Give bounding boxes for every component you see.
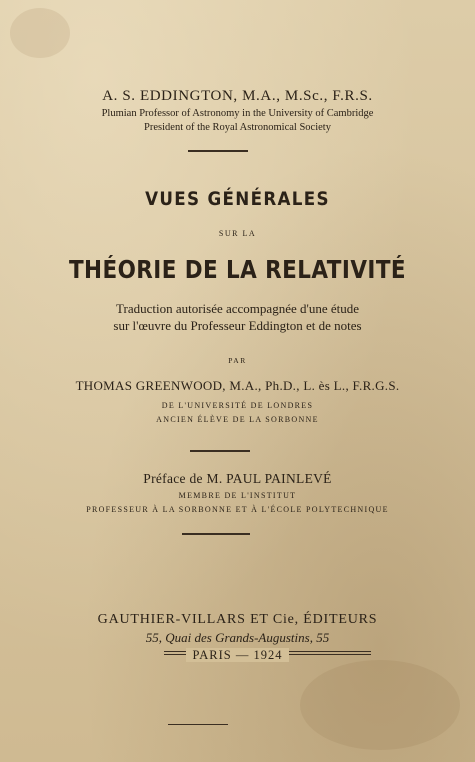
author-name: A. S. EDDINGTON, M.A., M.Sc., F.R.S. (102, 88, 373, 104)
title-connector: SUR LA (218, 229, 257, 238)
city-year-text: PARIS — 1924 (186, 648, 288, 662)
translation-note-line-2: sur l'œuvre du Professeur Eddington et de notes (113, 318, 362, 333)
paper-stain (10, 8, 70, 58)
translator-affiliation-1: DE L'UNIVERSITÉ DE LONDRES (161, 401, 314, 410)
city-year (0, 648, 475, 663)
by-label: PAR (228, 356, 247, 365)
divider (190, 450, 250, 452)
translator-affiliation-2: ANCIEN ÉLÈVE DE LA SORBONNE (156, 415, 319, 424)
publisher-name: GAUTHIER-VILLARS ET Cie, ÉDITEURS (97, 612, 378, 627)
author-society: President of the Royal Astronomical Society (144, 122, 331, 133)
divider (168, 724, 228, 725)
preface-affiliation-2: PROFESSEUR À LA SORBONNE ET À L'ÉCOLE POLYTECHNIQUE (86, 505, 389, 514)
preface-affiliation-1: MEMBRE DE L'INSTITUT (178, 491, 297, 500)
divider (188, 150, 248, 152)
paper-stain (300, 660, 460, 750)
divider (182, 533, 250, 535)
publisher-address: 55, Quai des Grands-Augustins, 55 (145, 630, 330, 645)
title-line-1: VUES GÉNÉRALES (145, 188, 330, 210)
preface-credit: Préface de M. PAUL PAINLEVÉ (143, 471, 332, 486)
title-line-2: THÉORIE DE LA RELATIVITÉ (68, 255, 407, 284)
translation-note-line-1: Traduction autorisée accompagnée d'une étude (116, 301, 359, 316)
translator-name: THOMAS GREENWOOD, M.A., Ph.D., L. ès L., F.R.G.S. (75, 378, 400, 393)
author-position: Plumian Professor of Astronomy in the University of Cambridge (101, 108, 374, 119)
